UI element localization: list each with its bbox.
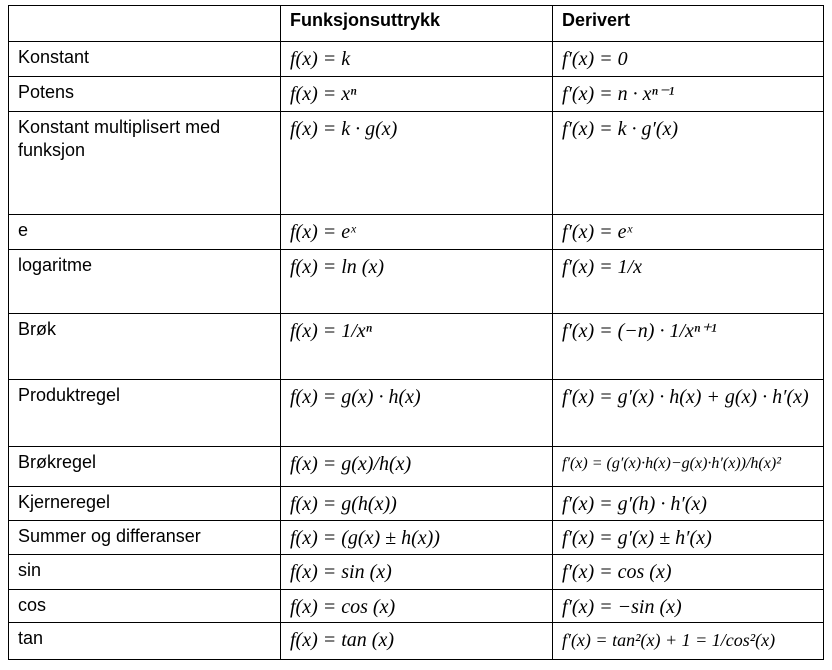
table-row <box>9 590 824 623</box>
function-expression: f(x) = cos (x) <box>281 590 553 623</box>
table-row <box>9 215 824 250</box>
function-expression: f(x) = xⁿ <box>281 77 553 112</box>
derivative-expression: f′(x) = −sin (x) <box>553 590 824 623</box>
rule-name: tan <box>9 623 281 660</box>
header-derivative: Derivert <box>553 6 824 42</box>
rule-name: Kjerneregel <box>9 487 281 521</box>
derivative-expression: f′(x) = cos (x) <box>553 555 824 590</box>
function-expression: f(x) = g(x)/h(x) <box>281 447 553 487</box>
table-row <box>9 380 824 447</box>
function-expression: f(x) = (g(x) ± h(x)) <box>281 521 553 555</box>
derivative-expression: f′(x) = (g′(x)·h(x)−g(x)·h′(x))/h(x)² <box>553 447 824 487</box>
rule-name: cos <box>9 590 281 623</box>
rule-name: Brøk <box>9 314 281 380</box>
table-row <box>9 112 824 215</box>
rule-name: Konstant <box>9 42 281 77</box>
table-row <box>9 250 824 314</box>
table-row <box>9 487 824 521</box>
derivative-expression: f′(x) = eˣ <box>553 215 824 250</box>
header-function: Funksjonsuttrykk <box>281 6 553 42</box>
derivative-expression: f′(x) = n · xⁿ⁻¹ <box>553 77 824 112</box>
table-row <box>9 77 824 112</box>
table-row <box>9 623 824 660</box>
function-expression: f(x) = g(h(x)) <box>281 487 553 521</box>
rule-name: Summer og differanser <box>9 521 281 555</box>
header-empty <box>9 6 281 42</box>
table-row <box>9 555 824 590</box>
table-row <box>9 447 824 487</box>
derivative-expression: f′(x) = 0 <box>553 42 824 77</box>
derivative-expression: f′(x) = k · g′(x) <box>553 112 824 215</box>
function-expression: f(x) = eˣ <box>281 215 553 250</box>
function-expression: f(x) = 1/xⁿ <box>281 314 553 380</box>
derivative-expression: f′(x) = g′(x) · h(x) + g(x) · h′(x) <box>553 380 824 447</box>
derivative-expression: f′(x) = g′(x) ± h′(x) <box>553 521 824 555</box>
function-expression: f(x) = k · g(x) <box>281 112 553 215</box>
derivative-expression: f′(x) = g′(h) · h′(x) <box>553 487 824 521</box>
rule-name: logaritme <box>9 250 281 314</box>
derivative-expression: f′(x) = (−n) · 1/xⁿ⁺¹ <box>553 314 824 380</box>
function-expression: f(x) = sin (x) <box>281 555 553 590</box>
table-row <box>9 314 824 380</box>
function-expression: f(x) = ln (x) <box>281 250 553 314</box>
derivative-expression: f′(x) = tan²(x) + 1 = 1/cos²(x) <box>553 623 824 660</box>
derivative-expression: f′(x) = 1/x <box>553 250 824 314</box>
function-expression: f(x) = k <box>281 42 553 77</box>
header-row <box>9 6 824 42</box>
table-row <box>9 521 824 555</box>
function-expression: f(x) = g(x) · h(x) <box>281 380 553 447</box>
rule-name: e <box>9 215 281 250</box>
rule-name: Konstant multiplisert med funksjon <box>9 112 281 215</box>
rule-name: Produktregel <box>9 380 281 447</box>
function-expression: f(x) = tan (x) <box>281 623 553 660</box>
rule-name: Brøkregel <box>9 447 281 487</box>
rule-name: sin <box>9 555 281 590</box>
rule-name: Potens <box>9 77 281 112</box>
table-row <box>9 42 824 77</box>
derivative-rules-table <box>8 5 824 660</box>
